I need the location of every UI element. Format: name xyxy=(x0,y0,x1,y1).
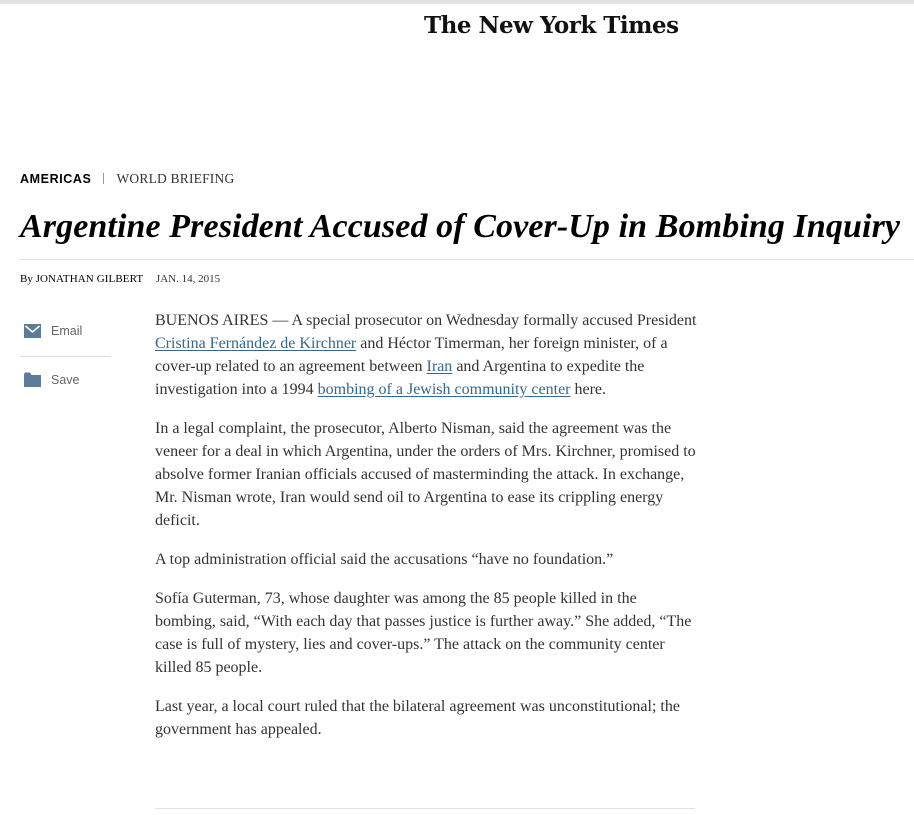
byline-date: JAN. 14, 2015 xyxy=(155,273,221,285)
email-share-button[interactable] xyxy=(24,324,82,338)
link-bombing-of-a-jewish-community-center[interactable]: bombing of a Jewish community center xyxy=(317,381,571,398)
section-kicker xyxy=(20,170,234,186)
story-body xyxy=(155,309,700,757)
headline-divider xyxy=(20,259,914,260)
story-paragraph: Last year, a local court ruled that the bilateral agreement was unconstitutional; the government has appealed. xyxy=(155,698,680,738)
paragraph-text: and Héctor Timerman, her foreign minister, of a cover-up related to an agreement between xyxy=(155,335,668,375)
byline xyxy=(20,272,220,286)
story-paragraph: A top administration official said the accusations “have no foundation.” xyxy=(155,551,614,568)
story-paragraph: In a legal complaint, the prosecutor, Alberto Nisman, said the agreement was the veneer for a deal in which Argentina, under the orders of Mrs. Kirchner, promised to absolve former Iranian officials accused of masterminding the attack. In exchange, Mr. Nisman wrote, Iran would send oil to Argentina to ease its crippling energy deficit. xyxy=(155,420,696,529)
story-paragraph xyxy=(155,309,700,401)
section-link-americas[interactable]: AMERICAS xyxy=(20,172,92,186)
paragraph-text: BUENOS AIRES — A special prosecutor on Wednesday formally accused President xyxy=(155,312,697,329)
byline-by: By xyxy=(20,273,33,285)
top-border xyxy=(0,0,914,4)
paragraph-text: and Argentina to expedite the investigation into a 1994 xyxy=(155,358,645,398)
story-paragraph: Sofía Guterman, 73, whose daughter was among the 85 people killed in the bombing, said, “With each day that passes justice is further away.” She added, “The case is full of mystery, lies and cover-ups.” The attack on the community center killed 85 people. xyxy=(155,590,692,676)
email-label: Email xyxy=(51,324,83,338)
paragraph-text: here. xyxy=(570,381,607,398)
envelope-icon xyxy=(24,324,41,338)
folder-icon xyxy=(24,372,41,387)
kicker-subsection: WORLD BRIEFING xyxy=(116,171,235,186)
link-iran[interactable]: Iran xyxy=(426,358,453,375)
link-cristina-fernandez-de-kirchner[interactable]: Cristina Fernández de Kirchner xyxy=(155,335,357,352)
byline-author[interactable]: JONATHAN GILBERT xyxy=(35,273,144,285)
save-label: Save xyxy=(51,372,80,387)
masthead-logo[interactable]: The New York Times xyxy=(424,12,679,39)
kicker-divider xyxy=(103,173,104,184)
share-divider xyxy=(20,356,111,357)
story-footer-divider xyxy=(155,808,695,809)
save-button[interactable] xyxy=(24,372,80,387)
article-headline: Argentine President Accused of Cover-Up in Bombing Inquiry xyxy=(20,208,901,245)
